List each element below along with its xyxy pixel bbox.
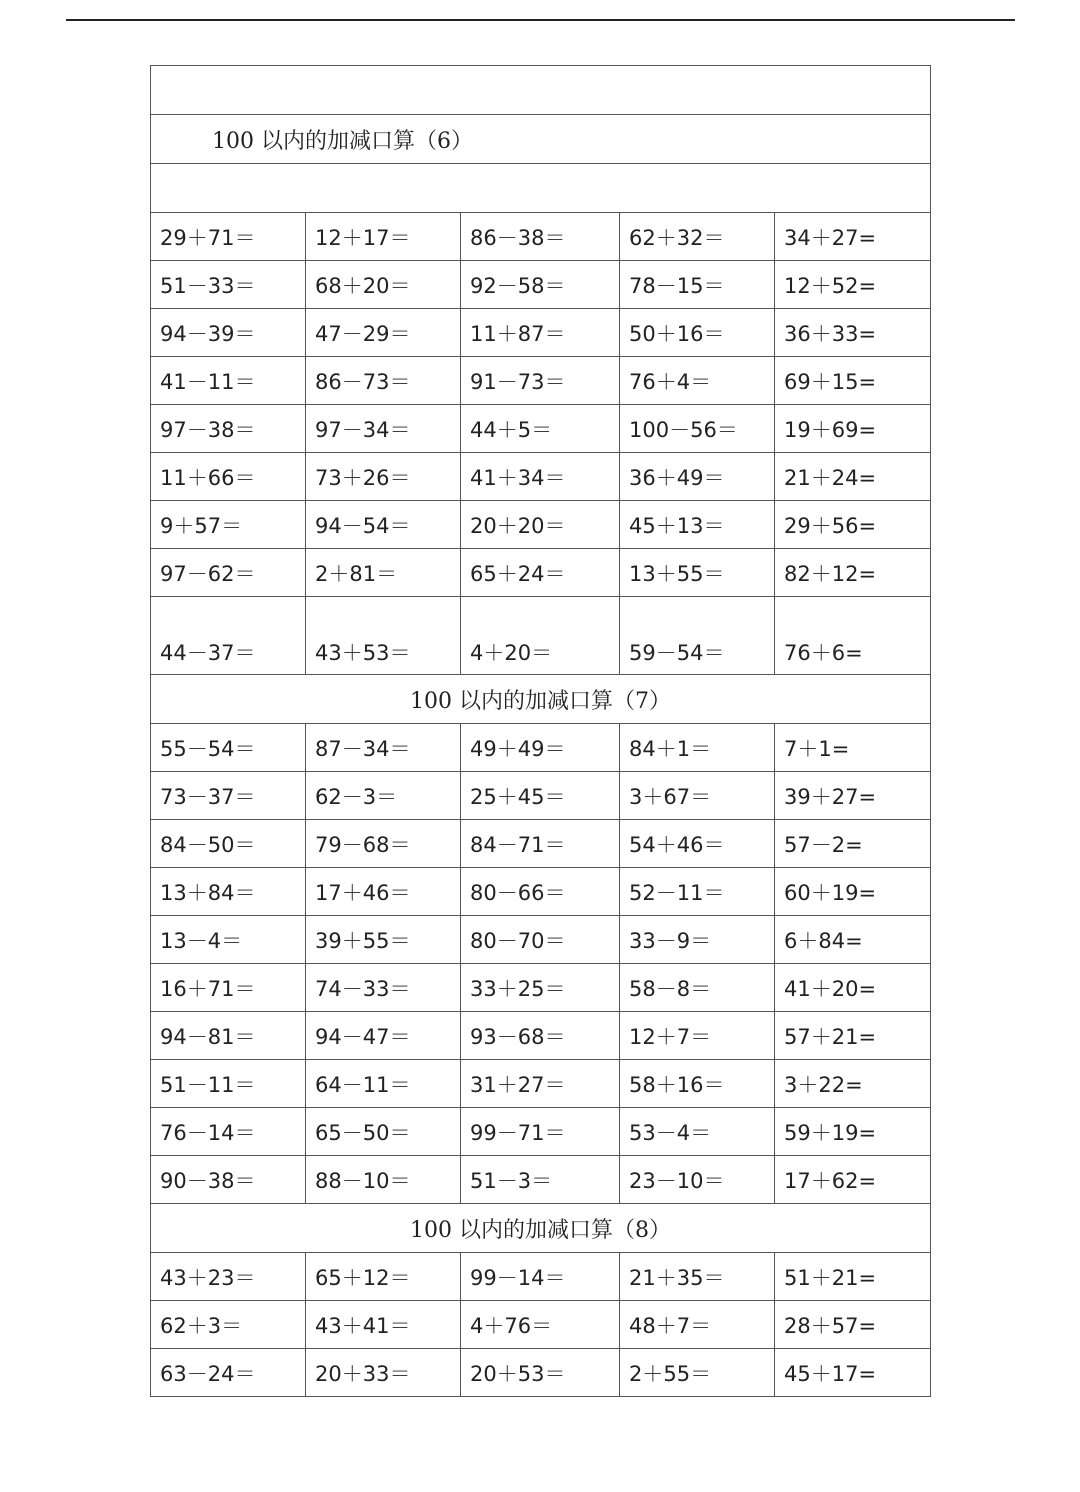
problem-cell: 97－62＝	[151, 549, 306, 597]
problem-cell: 73－37＝	[151, 772, 306, 820]
blank-row	[151, 164, 931, 213]
problem-cell: 58－8＝	[620, 964, 775, 1012]
problem-row	[151, 964, 931, 1012]
problem-row	[151, 724, 931, 772]
problem-cell: 84－50＝	[151, 820, 306, 868]
problem-cell: 65＋12＝	[306, 1253, 461, 1301]
problem-cell: 84－71＝	[461, 820, 620, 868]
problem-cell: 49＋49＝	[461, 724, 620, 772]
problem-cell: 76＋6=	[775, 597, 931, 675]
problem-cell: 63－24＝	[151, 1349, 306, 1397]
problem-cell: 76＋4＝	[620, 357, 775, 405]
problem-cell: 86－38＝	[461, 213, 620, 261]
problem-cell: 13＋84＝	[151, 868, 306, 916]
problem-cell: 60＋19=	[775, 868, 931, 916]
problem-cell: 50＋16＝	[620, 309, 775, 357]
problem-cell: 12＋17＝	[306, 213, 461, 261]
blank-cell	[151, 164, 931, 213]
problem-cell: 19＋69=	[775, 405, 931, 453]
problem-cell: 80－66＝	[461, 868, 620, 916]
problem-cell: 2＋55＝	[620, 1349, 775, 1397]
problem-cell: 21＋24=	[775, 453, 931, 501]
header-rule	[66, 19, 1015, 21]
problem-cell: 97－34＝	[306, 405, 461, 453]
problem-cell: 51－11＝	[151, 1060, 306, 1108]
problem-cell: 94－81＝	[151, 1012, 306, 1060]
problem-cell: 16＋71＝	[151, 964, 306, 1012]
problem-cell: 45＋13＝	[620, 501, 775, 549]
problem-cell: 7＋1=	[775, 724, 931, 772]
problem-row	[151, 453, 931, 501]
problem-cell: 2＋81＝	[306, 549, 461, 597]
problem-cell: 65－50＝	[306, 1108, 461, 1156]
problem-cell: 20＋53＝	[461, 1349, 620, 1397]
problem-cell: 20＋33＝	[306, 1349, 461, 1397]
problem-row	[151, 405, 931, 453]
problem-cell: 100－56＝	[620, 405, 775, 453]
problem-row	[151, 916, 931, 964]
problem-cell: 84＋1＝	[620, 724, 775, 772]
problem-cell: 97－38＝	[151, 405, 306, 453]
section-title-row	[151, 115, 931, 164]
problem-row	[151, 1156, 931, 1204]
problem-row	[151, 772, 931, 820]
problem-row	[151, 261, 931, 309]
problem-cell: 57＋21=	[775, 1012, 931, 1060]
problem-row	[151, 1060, 931, 1108]
section-title: 100 以内的加减口算（7）	[151, 675, 931, 724]
problem-cell: 33＋25＝	[461, 964, 620, 1012]
problem-cell: 23－10＝	[620, 1156, 775, 1204]
problem-cell: 82＋12=	[775, 549, 931, 597]
problem-cell: 99－14＝	[461, 1253, 620, 1301]
problem-cell: 43＋23＝	[151, 1253, 306, 1301]
problem-cell: 3＋67＝	[620, 772, 775, 820]
problem-cell: 51－3＝	[461, 1156, 620, 1204]
problem-cell: 48＋7＝	[620, 1301, 775, 1349]
problem-cell: 29＋71＝	[151, 213, 306, 261]
problem-cell: 4＋20＝	[461, 597, 620, 675]
problem-cell: 17＋46＝	[306, 868, 461, 916]
problem-cell: 39＋27=	[775, 772, 931, 820]
section-title-row	[151, 1204, 931, 1253]
problem-cell: 36＋33=	[775, 309, 931, 357]
problem-cell: 51＋21=	[775, 1253, 931, 1301]
problem-cell: 62＋3＝	[151, 1301, 306, 1349]
section-title: 100 以内的加减口算（8）	[151, 1204, 931, 1253]
section-title-row	[151, 675, 931, 724]
problem-cell: 13＋55＝	[620, 549, 775, 597]
problem-cell: 12＋52=	[775, 261, 931, 309]
problem-cell: 62＋32＝	[620, 213, 775, 261]
problem-cell: 43＋41＝	[306, 1301, 461, 1349]
problem-cell: 43＋53＝	[306, 597, 461, 675]
problem-cell: 79－68＝	[306, 820, 461, 868]
problem-cell: 87－34＝	[306, 724, 461, 772]
problem-cell: 21＋35＝	[620, 1253, 775, 1301]
problem-cell: 33－9＝	[620, 916, 775, 964]
problem-cell: 64－11＝	[306, 1060, 461, 1108]
problem-cell: 51－33＝	[151, 261, 306, 309]
problem-cell: 3＋22=	[775, 1060, 931, 1108]
problem-cell: 20＋20＝	[461, 501, 620, 549]
problem-cell: 68＋20＝	[306, 261, 461, 309]
problem-row	[151, 1349, 931, 1397]
problem-cell: 13－4＝	[151, 916, 306, 964]
problem-row	[151, 820, 931, 868]
problem-cell: 25＋45＝	[461, 772, 620, 820]
problem-row	[151, 868, 931, 916]
problem-cell: 41＋34＝	[461, 453, 620, 501]
problem-cell: 11＋66＝	[151, 453, 306, 501]
problem-row	[151, 1301, 931, 1349]
problem-cell: 92－58＝	[461, 261, 620, 309]
problem-cell: 93－68＝	[461, 1012, 620, 1060]
section-title: 100 以内的加减口算（6）	[151, 115, 931, 164]
problem-cell: 69＋15=	[775, 357, 931, 405]
problem-cell: 11＋87＝	[461, 309, 620, 357]
problem-cell: 76－14＝	[151, 1108, 306, 1156]
problem-cell: 12＋7＝	[620, 1012, 775, 1060]
problem-cell: 41＋20=	[775, 964, 931, 1012]
problem-cell: 90－38＝	[151, 1156, 306, 1204]
problem-cell: 54＋46＝	[620, 820, 775, 868]
problem-row	[151, 213, 931, 261]
problem-cell: 9＋57＝	[151, 501, 306, 549]
problem-cell: 88－10＝	[306, 1156, 461, 1204]
problem-row	[151, 357, 931, 405]
problem-row	[151, 597, 931, 675]
problem-cell: 6＋84=	[775, 916, 931, 964]
problem-cell: 74－33＝	[306, 964, 461, 1012]
problem-row	[151, 309, 931, 357]
problem-cell: 28＋57=	[775, 1301, 931, 1349]
problem-cell: 99－71＝	[461, 1108, 620, 1156]
problem-cell: 47－29＝	[306, 309, 461, 357]
blank-cell	[151, 66, 931, 115]
problem-cell: 44－37＝	[151, 597, 306, 675]
problem-cell: 52－11＝	[620, 868, 775, 916]
problem-cell: 55－54＝	[151, 724, 306, 772]
problem-cell: 86－73＝	[306, 357, 461, 405]
problem-cell: 45＋17=	[775, 1349, 931, 1397]
problem-cell: 94－54＝	[306, 501, 461, 549]
problem-cell: 59＋19=	[775, 1108, 931, 1156]
problem-cell: 91－73＝	[461, 357, 620, 405]
problem-cell: 41－11＝	[151, 357, 306, 405]
problem-row	[151, 1253, 931, 1301]
problem-cell: 58＋16＝	[620, 1060, 775, 1108]
problem-cell: 80－70＝	[461, 916, 620, 964]
problem-cell: 65＋24＝	[461, 549, 620, 597]
problem-cell: 57－2=	[775, 820, 931, 868]
worksheet-table	[150, 65, 931, 1397]
problem-cell: 39＋55＝	[306, 916, 461, 964]
problem-row	[151, 549, 931, 597]
problem-cell: 29＋56=	[775, 501, 931, 549]
problem-cell: 73＋26＝	[306, 453, 461, 501]
problem-cell: 59－54＝	[620, 597, 775, 675]
worksheet-body	[151, 66, 931, 1397]
problem-cell: 44＋5＝	[461, 405, 620, 453]
problem-cell: 31＋27＝	[461, 1060, 620, 1108]
problem-cell: 94－47＝	[306, 1012, 461, 1060]
blank-row	[151, 66, 931, 115]
problem-row	[151, 1012, 931, 1060]
problem-row	[151, 501, 931, 549]
problem-cell: 53－4＝	[620, 1108, 775, 1156]
problem-cell: 94－39＝	[151, 309, 306, 357]
problem-cell: 17＋62=	[775, 1156, 931, 1204]
problem-row	[151, 1108, 931, 1156]
problem-cell: 78－15＝	[620, 261, 775, 309]
problem-cell: 62－3＝	[306, 772, 461, 820]
problem-cell: 34＋27=	[775, 213, 931, 261]
problem-cell: 36＋49＝	[620, 453, 775, 501]
problem-cell: 4＋76＝	[461, 1301, 620, 1349]
